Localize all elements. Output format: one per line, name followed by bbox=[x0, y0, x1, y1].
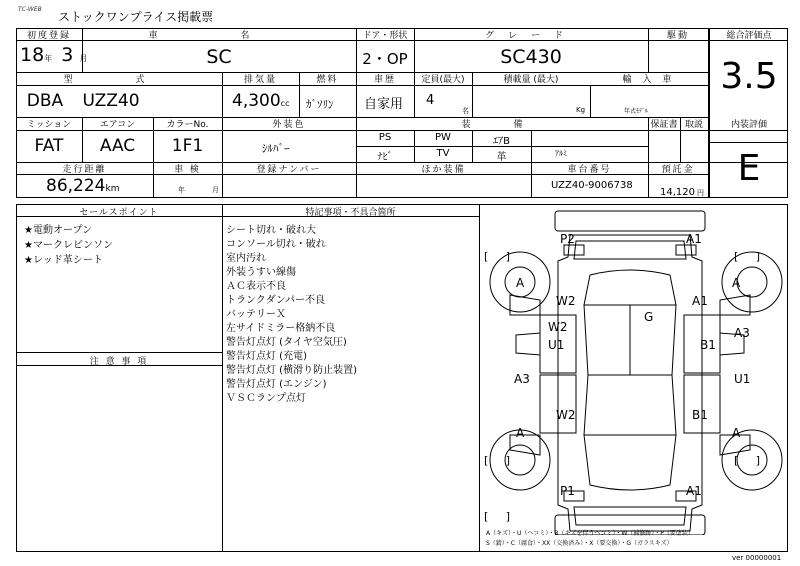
label-first-reg: 初度登録 bbox=[26, 31, 71, 41]
year-value: 18 bbox=[20, 44, 45, 66]
legend-line-2: S（錆）・C（腐食）・XX（交換済み）・X（要交換）・G（ガラスキズ） bbox=[486, 540, 673, 547]
label-load: 積載量 (最大) bbox=[503, 75, 559, 85]
fuel-value: ｶﾞｿﾘﾝ bbox=[306, 98, 334, 111]
note-9: 警告灯点灯 (タイヤ空気圧) bbox=[226, 337, 347, 348]
label-manual: 取説 bbox=[684, 120, 703, 130]
equip-ps: PS bbox=[378, 132, 392, 143]
diag-w2-left: W2 bbox=[556, 294, 576, 308]
reserve-unit: 円 bbox=[697, 189, 704, 197]
note-5: ＡＣ表示不良 bbox=[226, 281, 286, 292]
label-caution: 注 意 事 項 bbox=[89, 357, 149, 367]
label-grade: グレード bbox=[484, 31, 577, 41]
legend-line-1: A（キズ）・U（ヘコミ）・B（キズを伴うヘコミ）・W（補修跡）・P（要塗装） bbox=[486, 530, 694, 537]
label-door-shape: ドア・形状 bbox=[362, 31, 408, 41]
equip-airbag: ｴｱB bbox=[493, 136, 510, 147]
label-drive: 駆動 bbox=[666, 31, 689, 41]
note-8: 左サイドミラー格納不良 bbox=[226, 323, 336, 334]
note-2: コンソール切れ・破れ bbox=[226, 239, 326, 250]
label-notes: 特記事項・不具合箇所 bbox=[305, 208, 396, 218]
label-displacement: 排気量 bbox=[243, 75, 277, 85]
diag-a1-front: A1 bbox=[686, 232, 702, 246]
month-unit: 月 bbox=[79, 54, 88, 63]
displacement-number: 4,300 bbox=[232, 91, 281, 111]
diag-p1: P1 bbox=[560, 484, 575, 498]
bracket-rr: [ ] bbox=[734, 454, 761, 467]
label-model-type: 型 式 bbox=[63, 75, 175, 85]
label-import: 輸 入 車 bbox=[622, 75, 676, 85]
diag-b1-right: B1 bbox=[700, 338, 716, 352]
label-chassis-no: 車台番号 bbox=[567, 165, 612, 175]
month-value: 3 bbox=[61, 44, 74, 66]
first-reg-value bbox=[20, 44, 87, 66]
sheet bbox=[16, 28, 788, 552]
reserve-value bbox=[660, 180, 704, 199]
mileage-unit: km bbox=[105, 184, 120, 194]
label-car-name: 車 名 bbox=[148, 31, 290, 41]
diag-u1-right: U1 bbox=[734, 372, 751, 386]
interior-score-value: E bbox=[737, 148, 761, 189]
diag-u1-left: U1 bbox=[548, 338, 565, 352]
history-value: 自家用 bbox=[364, 97, 404, 112]
type-prefix-value: DBA bbox=[26, 91, 64, 111]
label-history: 車歴 bbox=[373, 75, 396, 85]
overall-score-value: 3.5 bbox=[720, 56, 778, 97]
bracket-fr: [ ] bbox=[734, 250, 761, 263]
logo-text: TC-WEB bbox=[18, 6, 42, 13]
label-interior-score: 内装評価 bbox=[730, 120, 767, 130]
color-value: ｼﾙﾊﾞｰ bbox=[262, 142, 290, 155]
mileage-value bbox=[46, 176, 119, 196]
capacity-unit: 名 bbox=[462, 107, 469, 115]
chassis-value: UZZ40-9006738 bbox=[551, 180, 633, 191]
note-10: 警告灯点灯 (充電) bbox=[226, 351, 307, 362]
equip-navi: ﾅﾋﾞ bbox=[377, 152, 393, 163]
displacement-unit: cc bbox=[280, 99, 290, 108]
label-aircon: エアコン bbox=[99, 120, 136, 130]
label-mileage: 走行距離 bbox=[62, 165, 107, 175]
label-capacity: 定員(最大) bbox=[421, 75, 465, 85]
sales-point-3: ★レッド革シート bbox=[24, 255, 103, 266]
page-title: ストックワンプライス掲載票 bbox=[58, 10, 214, 24]
label-mission: ミッション bbox=[26, 120, 72, 130]
equip-tv: TV bbox=[436, 148, 450, 159]
label-overall-score: 総合評価点 bbox=[726, 31, 772, 41]
bracket-bottom: [ ] bbox=[484, 510, 511, 523]
aircon-value: AAC bbox=[99, 136, 136, 156]
diag-tire-fl: A bbox=[516, 276, 525, 290]
note-4: 外装うすい線傷 bbox=[226, 267, 296, 278]
displacement-value bbox=[232, 91, 289, 111]
diag-tire-rl: A bbox=[516, 426, 525, 440]
diag-a1-rear: A1 bbox=[686, 484, 702, 498]
equip-leather: 革 bbox=[496, 152, 507, 163]
sales-point-1: ★電動オープン bbox=[24, 225, 93, 236]
label-equipment: 装 備 bbox=[461, 120, 543, 130]
car-name-value: SC bbox=[206, 46, 232, 68]
diag-a3-right: A3 bbox=[734, 326, 750, 340]
logo bbox=[18, 6, 42, 13]
note-1: シート切れ・破れ大 bbox=[226, 225, 316, 236]
diag-tire-rr: A bbox=[732, 426, 741, 440]
import-year-label: 年式ﾓﾃﾞﾙ bbox=[624, 108, 649, 115]
mileage-number: 86,224 bbox=[46, 176, 106, 196]
note-3: 室内汚れ bbox=[226, 253, 266, 264]
label-warranty: 保証書 bbox=[650, 120, 678, 130]
note-6: トランクダンパー不良 bbox=[226, 295, 325, 306]
year-unit: 年 bbox=[44, 54, 53, 63]
capacity-value: 4 bbox=[426, 93, 435, 108]
label-exterior-color: 外装色 bbox=[272, 120, 306, 130]
reserve-number: 14,120 bbox=[660, 187, 695, 198]
note-12: 警告灯点灯 (エンジン) bbox=[226, 379, 327, 390]
type-value: UZZ40 bbox=[82, 91, 140, 111]
diag-tire-fr: A bbox=[732, 276, 741, 290]
door-value: 2・OP bbox=[362, 50, 408, 68]
mission-value: FAT bbox=[34, 136, 64, 156]
grade-value: SC430 bbox=[500, 46, 562, 68]
label-color-no: カラーNo. bbox=[166, 120, 209, 130]
diag-g: G bbox=[644, 310, 654, 324]
diag-a1-right: A1 bbox=[692, 294, 708, 308]
label-sales-point: セールスポイント bbox=[79, 208, 159, 218]
note-7: バッテリーＸ bbox=[226, 309, 286, 320]
diag-a3-left: A3 bbox=[514, 372, 530, 386]
version-label: ver 00000001 bbox=[732, 554, 782, 562]
label-reg-number: 登録ナンバー bbox=[256, 165, 322, 175]
inspection-month: 月 bbox=[212, 186, 219, 194]
diag-p2: P2 bbox=[560, 232, 575, 246]
load-unit: Kg bbox=[576, 106, 586, 114]
equip-pw: PW bbox=[435, 132, 451, 143]
diag-w2-rear: W2 bbox=[556, 408, 576, 422]
label-other-equipment: ほか装備 bbox=[421, 165, 466, 175]
bracket-fl: [ ] bbox=[484, 250, 511, 263]
diag-w2-mid: W2 bbox=[548, 320, 568, 334]
equip-alumi: ｱﾙﾐ bbox=[555, 149, 567, 158]
note-11: 警告灯点灯 (横滑り防止装置) bbox=[226, 365, 357, 376]
note-13: ＶＳＣランプ点灯 bbox=[226, 393, 306, 404]
label-reserve-fund: 預託金 bbox=[661, 165, 695, 175]
inspection-year: 年 bbox=[178, 186, 185, 194]
sales-point-2: ★マークレビンソン bbox=[24, 240, 113, 251]
diag-b1-rear: B1 bbox=[692, 408, 708, 422]
label-inspection: 車 検 bbox=[174, 165, 201, 175]
color-no-value: 1F1 bbox=[171, 136, 204, 156]
label-fuel: 燃料 bbox=[316, 75, 339, 85]
bracket-rl: [ ] bbox=[484, 454, 511, 467]
